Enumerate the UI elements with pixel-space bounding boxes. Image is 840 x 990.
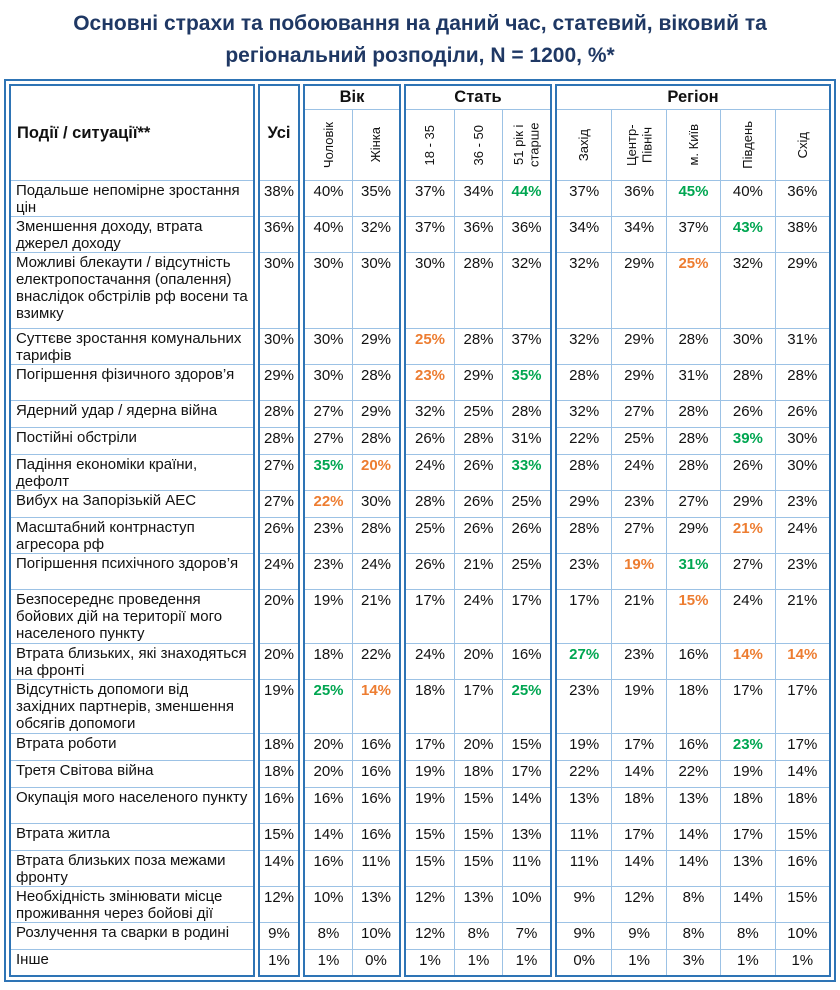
value-cell: 38% bbox=[260, 180, 298, 216]
value-cell: 27% bbox=[557, 643, 611, 679]
value-cell: 23% bbox=[557, 679, 611, 733]
value-cell: 21% bbox=[611, 589, 665, 643]
value-cell: 18% bbox=[454, 760, 502, 787]
value-cell: 9% bbox=[611, 922, 665, 949]
value-cell: 1% bbox=[502, 949, 550, 975]
row-label: Втрата близьких поза межами фронту bbox=[11, 850, 253, 886]
row-labels-block bbox=[9, 84, 255, 977]
value-cell: 24% bbox=[775, 517, 829, 553]
value-cell: 20% bbox=[305, 760, 352, 787]
value-cell: 9% bbox=[557, 886, 611, 922]
value-cell: 34% bbox=[557, 216, 611, 252]
row-label: Постійні обстріли bbox=[11, 427, 253, 454]
value-cell: 17% bbox=[454, 679, 502, 733]
value-cell: 17% bbox=[406, 733, 454, 760]
value-cell: 29% bbox=[611, 252, 665, 328]
value-cell: 28% bbox=[557, 517, 611, 553]
column-header-label: Жінка bbox=[368, 127, 384, 163]
value-cell: 14% bbox=[720, 643, 774, 679]
value-cell: 22% bbox=[557, 427, 611, 454]
value-cell: 25% bbox=[502, 553, 550, 589]
group-block-3 bbox=[555, 84, 831, 977]
value-cell: 11% bbox=[557, 850, 611, 886]
value-cell: 22% bbox=[305, 490, 352, 517]
value-cell: 10% bbox=[775, 922, 829, 949]
value-cell: 27% bbox=[720, 553, 774, 589]
value-cell: 27% bbox=[611, 517, 665, 553]
value-cell: 17% bbox=[720, 823, 774, 850]
value-cell: 25% bbox=[454, 400, 502, 427]
value-cell: 14% bbox=[260, 850, 298, 886]
value-cell: 8% bbox=[454, 922, 502, 949]
value-cell: 14% bbox=[352, 679, 399, 733]
value-cell: 24% bbox=[352, 553, 399, 589]
value-cell: 12% bbox=[406, 922, 454, 949]
value-cell: 22% bbox=[557, 760, 611, 787]
value-cell: 16% bbox=[666, 643, 720, 679]
value-cell: 37% bbox=[406, 216, 454, 252]
value-cell: 18% bbox=[406, 679, 454, 733]
value-cell: 20% bbox=[260, 643, 298, 679]
row-label: Третя Світова війна bbox=[11, 760, 253, 787]
value-cell: 14% bbox=[666, 823, 720, 850]
value-cell: 16% bbox=[352, 823, 399, 850]
value-cell: 28% bbox=[666, 328, 720, 364]
value-cell: 19% bbox=[611, 679, 665, 733]
value-cell: 31% bbox=[502, 427, 550, 454]
value-cell: 25% bbox=[406, 328, 454, 364]
value-cell: 25% bbox=[666, 252, 720, 328]
value-cell: 29% bbox=[720, 490, 774, 517]
column-header bbox=[775, 110, 829, 180]
value-cell: 31% bbox=[666, 364, 720, 400]
value-cell: 16% bbox=[305, 850, 352, 886]
value-cell: 23% bbox=[611, 490, 665, 517]
value-cell: 28% bbox=[454, 252, 502, 328]
value-cell: 8% bbox=[666, 886, 720, 922]
value-cell: 30% bbox=[305, 252, 352, 328]
value-cell: 1% bbox=[406, 949, 454, 975]
group-header: Регіон bbox=[557, 86, 829, 110]
column-header bbox=[352, 110, 399, 180]
row-label: Розлучення та сварки в родині bbox=[11, 922, 253, 949]
value-cell: 13% bbox=[720, 850, 774, 886]
value-cell: 12% bbox=[611, 886, 665, 922]
value-cell: 28% bbox=[352, 517, 399, 553]
value-cell: 29% bbox=[775, 252, 829, 328]
value-cell: 27% bbox=[260, 454, 298, 490]
value-cell: 29% bbox=[611, 328, 665, 364]
value-cell: 29% bbox=[611, 364, 665, 400]
value-cell: 40% bbox=[305, 216, 352, 252]
value-cell: 15% bbox=[454, 787, 502, 823]
value-cell: 16% bbox=[305, 787, 352, 823]
value-cell: 16% bbox=[352, 787, 399, 823]
value-cell: 26% bbox=[775, 400, 829, 427]
value-cell: 32% bbox=[557, 252, 611, 328]
column-header bbox=[557, 110, 611, 180]
value-cell: 37% bbox=[502, 328, 550, 364]
value-cell: 30% bbox=[305, 364, 352, 400]
value-cell: 26% bbox=[260, 517, 298, 553]
value-cell: 40% bbox=[720, 180, 774, 216]
fears-table bbox=[4, 79, 836, 982]
row-label: Падіння економіки країни, дефолт bbox=[11, 454, 253, 490]
value-cell: 1% bbox=[720, 949, 774, 975]
value-cell: 1% bbox=[305, 949, 352, 975]
value-cell: 13% bbox=[666, 787, 720, 823]
value-cell: 21% bbox=[720, 517, 774, 553]
value-cell: 21% bbox=[352, 589, 399, 643]
value-cell: 22% bbox=[666, 760, 720, 787]
value-cell: 28% bbox=[260, 400, 298, 427]
value-cell: 10% bbox=[502, 886, 550, 922]
value-cell: 30% bbox=[352, 252, 399, 328]
value-cell: 24% bbox=[406, 643, 454, 679]
value-cell: 36% bbox=[260, 216, 298, 252]
value-cell: 14% bbox=[305, 823, 352, 850]
column-header-label: Захід bbox=[576, 128, 592, 162]
value-cell: 18% bbox=[260, 760, 298, 787]
value-cell: 15% bbox=[260, 823, 298, 850]
row-label: Втрата житла bbox=[11, 823, 253, 850]
value-cell: 17% bbox=[406, 589, 454, 643]
value-cell: 23% bbox=[775, 490, 829, 517]
group-header: Стать bbox=[406, 86, 550, 110]
all-column-block bbox=[258, 84, 300, 977]
value-cell: 24% bbox=[720, 589, 774, 643]
value-cell: 15% bbox=[502, 733, 550, 760]
column-header bbox=[611, 110, 665, 180]
value-cell: 15% bbox=[775, 886, 829, 922]
row-header: Події / ситуації** bbox=[17, 123, 151, 142]
value-cell: 28% bbox=[557, 364, 611, 400]
value-cell: 37% bbox=[666, 216, 720, 252]
value-cell: 16% bbox=[502, 643, 550, 679]
row-label: Відсутність допомоги від західних партнерів, зменшення обсягів допомоги bbox=[11, 679, 253, 733]
column-header bbox=[720, 110, 774, 180]
group-block-2 bbox=[404, 84, 552, 977]
value-cell: 32% bbox=[502, 252, 550, 328]
group-header: Вік bbox=[305, 86, 399, 110]
value-cell: 13% bbox=[557, 787, 611, 823]
value-cell: 16% bbox=[666, 733, 720, 760]
value-cell: 9% bbox=[260, 922, 298, 949]
value-cell: 16% bbox=[352, 733, 399, 760]
value-cell: 14% bbox=[611, 850, 665, 886]
value-cell: 25% bbox=[611, 427, 665, 454]
value-cell: 23% bbox=[611, 643, 665, 679]
value-cell: 30% bbox=[305, 328, 352, 364]
value-cell: 15% bbox=[666, 589, 720, 643]
column-header bbox=[305, 110, 352, 180]
value-cell: 18% bbox=[720, 787, 774, 823]
row-label: Вибух на Запорізькій АЕС bbox=[11, 490, 253, 517]
value-cell: 43% bbox=[720, 216, 774, 252]
value-cell: 30% bbox=[775, 454, 829, 490]
value-cell: 26% bbox=[502, 517, 550, 553]
value-cell: 27% bbox=[611, 400, 665, 427]
column-header-label: м. Київ bbox=[685, 124, 701, 166]
value-cell: 1% bbox=[454, 949, 502, 975]
value-cell: 18% bbox=[666, 679, 720, 733]
value-cell: 20% bbox=[352, 454, 399, 490]
value-cell: 26% bbox=[454, 490, 502, 517]
value-cell: 35% bbox=[305, 454, 352, 490]
value-cell: 25% bbox=[502, 679, 550, 733]
value-cell: 27% bbox=[666, 490, 720, 517]
value-cell: 28% bbox=[775, 364, 829, 400]
value-cell: 14% bbox=[611, 760, 665, 787]
value-cell: 30% bbox=[406, 252, 454, 328]
value-cell: 28% bbox=[454, 328, 502, 364]
row-label: Втрата близьких, які знаходяться на фронті bbox=[11, 643, 253, 679]
value-cell: 25% bbox=[305, 679, 352, 733]
value-cell: 36% bbox=[611, 180, 665, 216]
value-cell: 8% bbox=[305, 922, 352, 949]
value-cell: 14% bbox=[502, 787, 550, 823]
value-cell: 9% bbox=[557, 922, 611, 949]
value-cell: 26% bbox=[454, 517, 502, 553]
value-cell: 17% bbox=[557, 589, 611, 643]
value-cell: 31% bbox=[775, 328, 829, 364]
value-cell: 13% bbox=[352, 886, 399, 922]
value-cell: 23% bbox=[775, 553, 829, 589]
row-label: Окупація мого населеного пункту bbox=[11, 787, 253, 823]
value-cell: 28% bbox=[720, 364, 774, 400]
value-cell: 14% bbox=[666, 850, 720, 886]
row-label: Втрата роботи bbox=[11, 733, 253, 760]
row-label: Зменшення доходу, втрата джерел доходу bbox=[11, 216, 253, 252]
value-cell: 14% bbox=[720, 886, 774, 922]
value-cell: 24% bbox=[454, 589, 502, 643]
row-label: Погіршення психічного здоров’я bbox=[11, 553, 253, 589]
value-cell: 1% bbox=[260, 949, 298, 975]
value-cell: 40% bbox=[305, 180, 352, 216]
all-column-header: Усі bbox=[267, 123, 291, 142]
value-cell: 18% bbox=[775, 787, 829, 823]
value-cell: 30% bbox=[260, 252, 298, 328]
value-cell: 17% bbox=[502, 760, 550, 787]
value-cell: 12% bbox=[406, 886, 454, 922]
value-cell: 21% bbox=[775, 589, 829, 643]
column-header-label: 51 рік і старше bbox=[510, 122, 542, 168]
value-cell: 15% bbox=[454, 850, 502, 886]
value-cell: 24% bbox=[406, 454, 454, 490]
value-cell: 19% bbox=[406, 787, 454, 823]
value-cell: 29% bbox=[454, 364, 502, 400]
value-cell: 14% bbox=[775, 760, 829, 787]
value-cell: 19% bbox=[557, 733, 611, 760]
value-cell: 28% bbox=[260, 427, 298, 454]
value-cell: 23% bbox=[305, 553, 352, 589]
value-cell: 38% bbox=[775, 216, 829, 252]
row-label: Необхідність змінювати місце проживання через бойові дії bbox=[11, 886, 253, 922]
value-cell: 25% bbox=[406, 517, 454, 553]
column-header-label: 18 - 35 bbox=[422, 124, 438, 166]
value-cell: 32% bbox=[557, 400, 611, 427]
value-cell: 24% bbox=[260, 553, 298, 589]
value-cell: 0% bbox=[557, 949, 611, 975]
value-cell: 11% bbox=[557, 823, 611, 850]
row-label: Можливі блекаути / відсутність електропостачання (опалення) внаслідок обстрілів рф восени та взимку bbox=[11, 252, 253, 328]
value-cell: 35% bbox=[502, 364, 550, 400]
value-cell: 45% bbox=[666, 180, 720, 216]
value-cell: 31% bbox=[666, 553, 720, 589]
value-cell: 25% bbox=[502, 490, 550, 517]
value-cell: 23% bbox=[720, 733, 774, 760]
row-label: Масштабний контрнаступ агресора рф bbox=[11, 517, 253, 553]
value-cell: 19% bbox=[720, 760, 774, 787]
value-cell: 33% bbox=[502, 454, 550, 490]
value-cell: 28% bbox=[666, 454, 720, 490]
value-cell: 28% bbox=[406, 490, 454, 517]
value-cell: 24% bbox=[611, 454, 665, 490]
group-block-1 bbox=[303, 84, 401, 977]
value-cell: 27% bbox=[260, 490, 298, 517]
value-cell: 29% bbox=[666, 517, 720, 553]
value-cell: 32% bbox=[557, 328, 611, 364]
value-cell: 15% bbox=[406, 823, 454, 850]
value-cell: 28% bbox=[352, 364, 399, 400]
value-cell: 1% bbox=[775, 949, 829, 975]
value-cell: 28% bbox=[352, 427, 399, 454]
value-cell: 34% bbox=[454, 180, 502, 216]
column-header bbox=[502, 110, 550, 180]
value-cell: 30% bbox=[352, 490, 399, 517]
column-header-label: Схід bbox=[794, 131, 810, 159]
value-cell: 12% bbox=[260, 886, 298, 922]
value-cell: 17% bbox=[775, 679, 829, 733]
value-cell: 20% bbox=[260, 589, 298, 643]
value-cell: 17% bbox=[720, 679, 774, 733]
value-cell: 3% bbox=[666, 949, 720, 975]
column-header-label: Південь bbox=[740, 121, 756, 169]
value-cell: 36% bbox=[502, 216, 550, 252]
value-cell: 15% bbox=[775, 823, 829, 850]
value-cell: 28% bbox=[557, 454, 611, 490]
value-cell: 10% bbox=[352, 922, 399, 949]
value-cell: 20% bbox=[305, 733, 352, 760]
value-cell: 27% bbox=[305, 427, 352, 454]
row-label: Подальше непомірне зростання цін bbox=[11, 180, 253, 216]
value-cell: 10% bbox=[305, 886, 352, 922]
value-cell: 19% bbox=[611, 553, 665, 589]
column-header-label: Центр-Північ bbox=[623, 124, 655, 166]
value-cell: 19% bbox=[406, 760, 454, 787]
value-cell: 18% bbox=[260, 733, 298, 760]
page-title: Основні страхи та побоювання на даний час, статевий, віковий та регіональний розподіли, N = 1200, %* bbox=[73, 12, 767, 67]
value-cell: 44% bbox=[502, 180, 550, 216]
value-cell: 13% bbox=[454, 886, 502, 922]
value-cell: 32% bbox=[352, 216, 399, 252]
value-cell: 32% bbox=[406, 400, 454, 427]
value-cell: 19% bbox=[305, 589, 352, 643]
value-cell: 37% bbox=[557, 180, 611, 216]
value-cell: 34% bbox=[611, 216, 665, 252]
value-cell: 26% bbox=[720, 454, 774, 490]
value-cell: 18% bbox=[305, 643, 352, 679]
value-cell: 21% bbox=[454, 553, 502, 589]
value-cell: 26% bbox=[406, 553, 454, 589]
value-cell: 30% bbox=[775, 427, 829, 454]
value-cell: 35% bbox=[352, 180, 399, 216]
value-cell: 26% bbox=[454, 454, 502, 490]
value-cell: 16% bbox=[775, 850, 829, 886]
value-cell: 19% bbox=[260, 679, 298, 733]
row-label: Безпосереднє проведення бойових дій на території мого населеного пункту bbox=[11, 589, 253, 643]
value-cell: 29% bbox=[352, 400, 399, 427]
value-cell: 11% bbox=[502, 850, 550, 886]
row-label: Суттєве зростання комунальних тарифів bbox=[11, 328, 253, 364]
column-header bbox=[454, 110, 502, 180]
value-cell: 28% bbox=[666, 427, 720, 454]
row-label: Погіршення фізичного здоров’я bbox=[11, 364, 253, 400]
value-cell: 13% bbox=[502, 823, 550, 850]
value-cell: 11% bbox=[352, 850, 399, 886]
value-cell: 27% bbox=[305, 400, 352, 427]
row-label: Ядерний удар / ядерна війна bbox=[11, 400, 253, 427]
value-cell: 15% bbox=[454, 823, 502, 850]
value-cell: 26% bbox=[406, 427, 454, 454]
column-header bbox=[666, 110, 720, 180]
value-cell: 20% bbox=[454, 643, 502, 679]
column-header-label: Чоловік bbox=[320, 121, 336, 169]
value-cell: 30% bbox=[260, 328, 298, 364]
value-cell: 23% bbox=[305, 517, 352, 553]
value-cell: 14% bbox=[775, 643, 829, 679]
value-cell: 20% bbox=[454, 733, 502, 760]
value-cell: 28% bbox=[502, 400, 550, 427]
column-header-label: 36 - 50 bbox=[470, 124, 486, 166]
value-cell: 29% bbox=[557, 490, 611, 517]
value-cell: 32% bbox=[720, 252, 774, 328]
value-cell: 37% bbox=[406, 180, 454, 216]
value-cell: 16% bbox=[352, 760, 399, 787]
value-cell: 17% bbox=[502, 589, 550, 643]
value-cell: 1% bbox=[611, 949, 665, 975]
value-cell: 28% bbox=[454, 427, 502, 454]
value-cell: 23% bbox=[557, 553, 611, 589]
value-cell: 30% bbox=[720, 328, 774, 364]
value-cell: 26% bbox=[720, 400, 774, 427]
value-cell: 8% bbox=[720, 922, 774, 949]
value-cell: 17% bbox=[611, 823, 665, 850]
column-header bbox=[406, 110, 454, 180]
value-cell: 7% bbox=[502, 922, 550, 949]
value-cell: 18% bbox=[611, 787, 665, 823]
value-cell: 29% bbox=[352, 328, 399, 364]
row-label: Інше bbox=[11, 949, 253, 975]
value-cell: 15% bbox=[406, 850, 454, 886]
value-cell: 39% bbox=[720, 427, 774, 454]
value-cell: 0% bbox=[352, 949, 399, 975]
value-cell: 36% bbox=[775, 180, 829, 216]
value-cell: 17% bbox=[611, 733, 665, 760]
value-cell: 8% bbox=[666, 922, 720, 949]
value-cell: 36% bbox=[454, 216, 502, 252]
value-cell: 28% bbox=[666, 400, 720, 427]
value-cell: 17% bbox=[775, 733, 829, 760]
value-cell: 16% bbox=[260, 787, 298, 823]
value-cell: 29% bbox=[260, 364, 298, 400]
value-cell: 22% bbox=[352, 643, 399, 679]
value-cell: 23% bbox=[406, 364, 454, 400]
